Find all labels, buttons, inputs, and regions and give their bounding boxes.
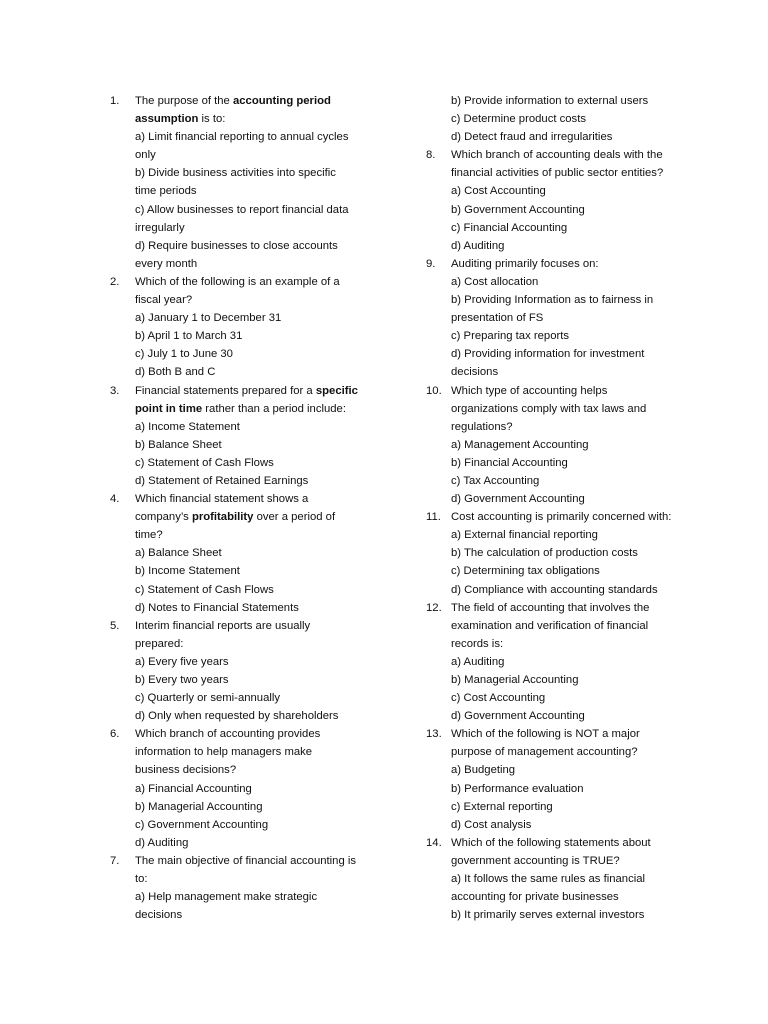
bold-term: assumption bbox=[135, 113, 199, 126]
text-run: time? bbox=[135, 529, 163, 542]
text-run: d) Require businesses to close accounts bbox=[135, 239, 338, 252]
text-run: a) Management Accounting bbox=[451, 438, 589, 451]
text-run: c) July 1 to June 30 bbox=[135, 348, 233, 361]
text-run: c) Financial Accounting bbox=[451, 221, 568, 234]
text-run: d) Detect fraud and irregularities bbox=[451, 131, 613, 144]
question-number: 6. bbox=[110, 728, 120, 741]
text-run: purpose of management accounting? bbox=[451, 746, 638, 759]
question-item bbox=[110, 725, 370, 852]
question-text-line bbox=[451, 327, 690, 345]
text-run: rather than a period include: bbox=[202, 402, 346, 415]
question-number: 8. bbox=[426, 149, 436, 162]
text-run: information to help managers make bbox=[135, 746, 313, 759]
question-text-line bbox=[135, 110, 370, 128]
question-text-line bbox=[451, 309, 690, 327]
text-run: The field of accounting that involves the bbox=[451, 601, 650, 614]
text-run: Financial statements prepared for a bbox=[135, 384, 316, 397]
question-item bbox=[426, 146, 690, 255]
question-text-line bbox=[135, 707, 370, 725]
bold-term: point in time bbox=[135, 402, 203, 415]
question-item bbox=[110, 382, 370, 491]
question-text-line bbox=[451, 146, 690, 164]
text-run: d) Only when requested by shareholders bbox=[135, 710, 339, 723]
question-text-line bbox=[451, 472, 690, 490]
question-item bbox=[426, 382, 690, 509]
text-run: Which financial statement shows a bbox=[135, 493, 309, 506]
text-run: b) Providing Information as to fairness in bbox=[451, 294, 654, 307]
text-run: time periods bbox=[135, 185, 197, 198]
question-text-line bbox=[135, 653, 370, 671]
text-run: d) Government Accounting bbox=[451, 493, 585, 506]
question-number: 14. bbox=[426, 836, 442, 849]
question-item bbox=[426, 255, 690, 382]
question-text-line bbox=[451, 255, 690, 273]
question-number: 5. bbox=[110, 619, 120, 632]
question-item bbox=[110, 852, 370, 924]
text-run: a) Financial Accounting bbox=[135, 782, 252, 795]
question-text-line bbox=[451, 870, 690, 888]
text-run: d) Statement of Retained Earnings bbox=[135, 474, 309, 487]
question-text-line bbox=[135, 454, 370, 472]
question-text-line bbox=[135, 363, 370, 381]
question-item bbox=[110, 273, 370, 382]
question-text-line bbox=[451, 780, 690, 798]
question-text-line bbox=[451, 201, 690, 219]
question-text-line bbox=[135, 436, 370, 454]
question-text-line bbox=[135, 581, 370, 599]
question-text-line bbox=[135, 182, 370, 200]
text-run: Which branch of accounting provides bbox=[135, 728, 321, 741]
question-text-line bbox=[135, 562, 370, 580]
text-run: Which of the following statements about bbox=[451, 836, 651, 849]
question-text-line bbox=[135, 526, 370, 544]
question-text-line bbox=[451, 436, 690, 454]
text-run: a) Every five years bbox=[135, 655, 229, 668]
question-text-line bbox=[451, 454, 690, 472]
question-text-line bbox=[451, 834, 690, 852]
question-text-line bbox=[451, 508, 690, 526]
question-text-line bbox=[451, 689, 690, 707]
text-run: b) Every two years bbox=[135, 674, 229, 686]
text-run: every month bbox=[135, 257, 198, 270]
question-item bbox=[426, 599, 690, 726]
text-run: a) Income Statement bbox=[135, 420, 240, 433]
question-text-line bbox=[451, 725, 690, 743]
text-run: b) Financial Accounting bbox=[451, 456, 568, 469]
text-run: c) Tax Accounting bbox=[451, 474, 540, 487]
question-text-line bbox=[451, 291, 690, 309]
text-run: b) Government Accounting bbox=[451, 203, 585, 216]
question-number: 9. bbox=[426, 257, 436, 270]
question-item bbox=[110, 617, 370, 726]
text-run: d) Auditing bbox=[135, 836, 189, 849]
question-text-line bbox=[135, 798, 370, 816]
text-run: prepared: bbox=[135, 637, 184, 650]
text-run: c) Determine product costs bbox=[451, 113, 586, 126]
question-number: 11. bbox=[426, 511, 441, 524]
left-column bbox=[110, 92, 370, 924]
text-run: c) Preparing tax reports bbox=[451, 330, 570, 343]
question-text-line bbox=[451, 761, 690, 779]
text-run: financial activities of public sector entities? bbox=[451, 167, 664, 180]
question-number: 13. bbox=[426, 728, 442, 741]
question-text-line bbox=[451, 182, 690, 200]
question-text-line bbox=[135, 400, 370, 418]
text-run: c) Cost Accounting bbox=[451, 692, 546, 705]
question-text-line bbox=[451, 418, 690, 436]
question-text-line bbox=[135, 671, 370, 689]
text-run: b) Divide business activities into specific bbox=[135, 167, 336, 180]
text-run: b) April 1 to March 31 bbox=[135, 330, 243, 343]
right-column bbox=[426, 92, 690, 924]
text-run: d) Cost analysis bbox=[451, 818, 532, 831]
question-text-line bbox=[135, 164, 370, 182]
question-text-line bbox=[451, 164, 690, 182]
question-text-line bbox=[451, 219, 690, 237]
text-run: d) Both B and C bbox=[135, 366, 216, 379]
question-text-line bbox=[451, 110, 690, 128]
text-run: b) Balance Sheet bbox=[135, 438, 222, 451]
question-text-line bbox=[135, 309, 370, 327]
text-run: business decisions? bbox=[135, 764, 237, 777]
question-text-line bbox=[135, 743, 370, 761]
text-run: a) January 1 to December 31 bbox=[135, 312, 282, 325]
question-text-line bbox=[451, 816, 690, 834]
text-run: presentation of FS bbox=[451, 312, 544, 325]
text-run: c) Determining tax obligations bbox=[451, 565, 600, 578]
text-run: Which of the following is an example of a bbox=[135, 275, 340, 288]
question-text-line bbox=[451, 599, 690, 617]
text-run: c) Government Accounting bbox=[135, 818, 269, 831]
question-text-line bbox=[135, 472, 370, 490]
question-text-line bbox=[135, 418, 370, 436]
text-run: records is: bbox=[451, 637, 504, 650]
question-text-line bbox=[135, 255, 370, 273]
question-text-line bbox=[135, 888, 370, 906]
text-run: a) Cost allocation bbox=[451, 275, 539, 288]
question-text-line bbox=[135, 725, 370, 743]
question-text-line bbox=[451, 906, 690, 924]
question-text-line bbox=[135, 201, 370, 219]
question-number: 3. bbox=[110, 384, 120, 397]
text-run: Which of the following is NOT a major bbox=[451, 728, 640, 741]
bold-term: specific bbox=[315, 384, 358, 397]
text-run: examination and verification of financial bbox=[451, 619, 649, 632]
question-text-line bbox=[451, 237, 690, 255]
question-text-line bbox=[135, 92, 370, 110]
text-run: over a period of bbox=[253, 511, 336, 524]
question-text-line bbox=[135, 852, 370, 870]
question-number: 12. bbox=[426, 601, 442, 614]
question-text-line bbox=[451, 128, 690, 146]
text-run: d) Government Accounting bbox=[451, 710, 585, 723]
text-run: only bbox=[135, 149, 156, 162]
text-run: Auditing primarily focuses on: bbox=[451, 257, 599, 270]
text-run: b) Provide information to external users bbox=[451, 95, 649, 107]
text-run: regulations? bbox=[451, 420, 513, 433]
text-run: organizations comply with tax laws and bbox=[451, 402, 647, 415]
question-item bbox=[426, 508, 690, 598]
question-number: 10. bbox=[426, 384, 442, 397]
text-run: c) Allow businesses to report financial data bbox=[135, 203, 349, 216]
question-item bbox=[426, 725, 690, 834]
text-run: company’s bbox=[135, 511, 192, 524]
text-run: b) Managerial Accounting bbox=[135, 800, 263, 813]
question-text-line bbox=[451, 798, 690, 816]
question-item bbox=[110, 490, 370, 617]
text-run: irregularly bbox=[135, 221, 185, 234]
question-text-line bbox=[135, 544, 370, 562]
text-run: b) Income Statement bbox=[135, 565, 240, 578]
text-run: decisions bbox=[451, 366, 499, 379]
text-run: a) Budgeting bbox=[451, 764, 516, 777]
question-text-line bbox=[451, 400, 690, 418]
question-item bbox=[110, 92, 370, 273]
question-item bbox=[426, 834, 690, 924]
text-run: c) External reporting bbox=[451, 800, 553, 813]
question-text-line bbox=[451, 635, 690, 653]
text-run: d) Notes to Financial Statements bbox=[135, 601, 299, 614]
question-item bbox=[426, 92, 690, 146]
question-text-line bbox=[135, 345, 370, 363]
question-text-line bbox=[135, 128, 370, 146]
text-run: Interim financial reports are usually bbox=[135, 619, 311, 632]
text-run: d) Auditing bbox=[451, 239, 505, 252]
question-text-line bbox=[451, 653, 690, 671]
text-run: c) Statement of Cash Flows bbox=[135, 456, 274, 469]
question-text-line bbox=[451, 92, 690, 110]
text-run: d) Providing information for investment bbox=[451, 348, 645, 361]
question-text-line bbox=[135, 906, 370, 924]
text-run: a) Balance Sheet bbox=[135, 547, 222, 560]
text-run: a) Help management make strategic bbox=[135, 891, 318, 904]
text-run: to: bbox=[135, 873, 148, 886]
question-text-line bbox=[135, 780, 370, 798]
text-run: b) The calculation of production costs bbox=[451, 547, 638, 560]
question-text-line bbox=[451, 888, 690, 906]
question-text-line bbox=[135, 237, 370, 255]
question-text-line bbox=[135, 599, 370, 617]
text-run: The purpose of the bbox=[135, 95, 233, 107]
question-text-line bbox=[135, 146, 370, 164]
bold-term: profitability bbox=[191, 511, 254, 524]
question-text-line bbox=[451, 852, 690, 870]
text-run: c) Statement of Cash Flows bbox=[135, 583, 274, 596]
text-run: b) Performance evaluation bbox=[451, 782, 584, 795]
question-text-line bbox=[135, 617, 370, 635]
text-run: a) Limit financial reporting to annual cycles bbox=[135, 131, 349, 144]
question-text-line bbox=[135, 219, 370, 237]
question-text-line bbox=[135, 870, 370, 888]
question-text-line bbox=[451, 490, 690, 508]
text-run: decisions bbox=[135, 909, 183, 922]
text-run: a) External financial reporting bbox=[451, 529, 598, 542]
question-text-line bbox=[451, 273, 690, 291]
text-run: The main objective of financial accounting is bbox=[135, 854, 357, 867]
text-run: Cost accounting is primarily concerned with: bbox=[451, 511, 672, 524]
question-text-line bbox=[135, 291, 370, 309]
bold-term: accounting period bbox=[232, 95, 331, 107]
question-text-line bbox=[451, 363, 690, 381]
question-text-line bbox=[451, 617, 690, 635]
question-text-line bbox=[451, 671, 690, 689]
question-text-line bbox=[451, 562, 690, 580]
question-text-line bbox=[451, 544, 690, 562]
question-text-line bbox=[135, 816, 370, 834]
question-number: 4. bbox=[110, 493, 120, 506]
question-text-line bbox=[451, 581, 690, 599]
question-number: 7. bbox=[110, 854, 120, 867]
text-run: government accounting is TRUE? bbox=[451, 854, 620, 867]
question-text-line bbox=[451, 526, 690, 544]
question-text-line bbox=[135, 508, 370, 526]
text-run: b) It primarily serves external investors bbox=[451, 909, 645, 922]
text-run: Which type of accounting helps bbox=[451, 384, 608, 397]
question-text-line bbox=[135, 382, 370, 400]
text-run: a) Cost Accounting bbox=[451, 185, 546, 198]
question-number: 1. bbox=[110, 95, 120, 107]
text-run: is to: bbox=[198, 113, 226, 126]
question-text-line bbox=[135, 327, 370, 345]
question-text-line bbox=[451, 743, 690, 761]
question-text-line bbox=[135, 761, 370, 779]
question-text-line bbox=[451, 345, 690, 363]
text-run: a) It follows the same rules as financial bbox=[451, 873, 646, 886]
question-text-line bbox=[135, 834, 370, 852]
text-run: accounting for private businesses bbox=[451, 891, 619, 904]
text-run: d) Compliance with accounting standards bbox=[451, 583, 658, 596]
text-run: c) Quarterly or semi-annually bbox=[135, 692, 281, 705]
question-text-line bbox=[135, 689, 370, 707]
text-run: fiscal year? bbox=[135, 294, 193, 307]
question-text-line bbox=[135, 273, 370, 291]
question-text-line bbox=[135, 635, 370, 653]
question-text-line bbox=[451, 382, 690, 400]
question-number: 2. bbox=[110, 275, 120, 288]
text-run: a) Auditing bbox=[451, 655, 505, 668]
question-text-line bbox=[135, 490, 370, 508]
question-text-line bbox=[451, 707, 690, 725]
text-run: Which branch of accounting deals with the bbox=[451, 149, 663, 162]
text-run: b) Managerial Accounting bbox=[451, 674, 579, 686]
